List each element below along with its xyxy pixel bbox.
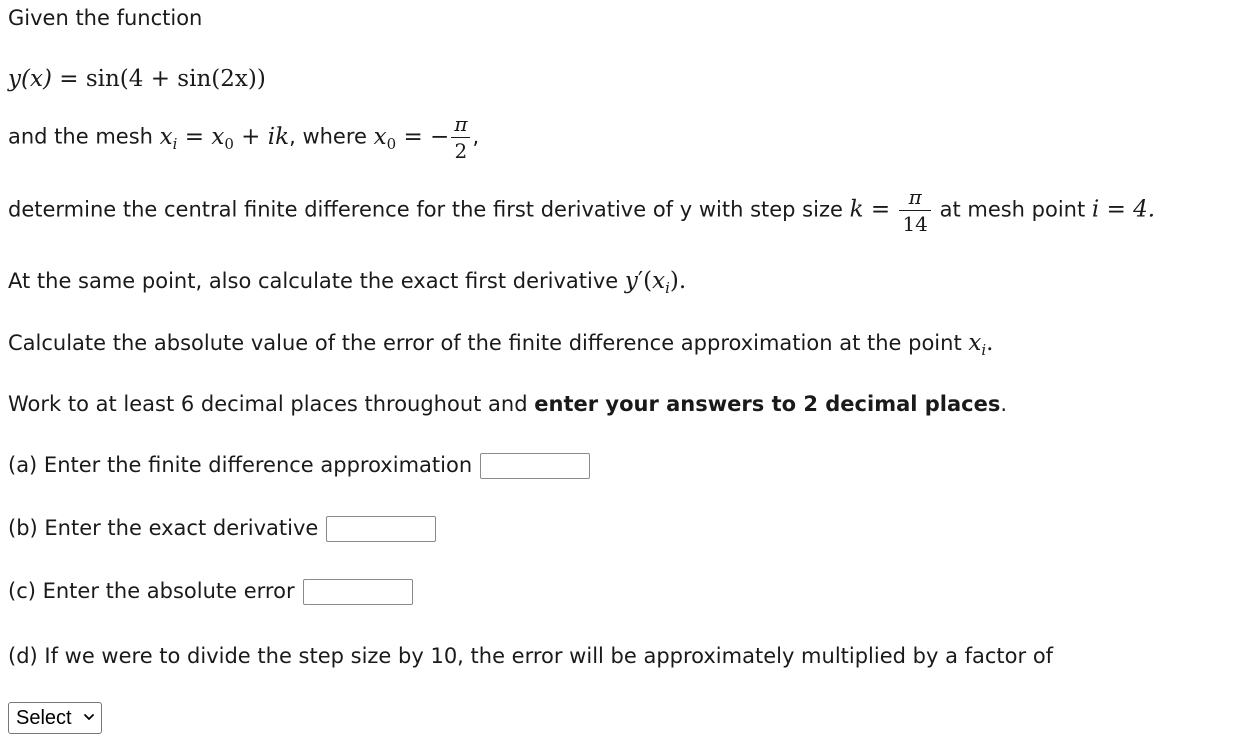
answer-c-input[interactable] xyxy=(303,579,413,605)
function-rhs: sin(4 + sin(2x)) xyxy=(85,66,266,92)
chevron-down-icon xyxy=(83,710,95,724)
question-b xyxy=(8,516,436,542)
question-d-label: (d) If we were to divide the step size by 10, the error will be approximately multiplied by a factor of xyxy=(8,644,1054,668)
factor-select-value: Select xyxy=(16,707,72,729)
mesh-point-text: at mesh point xyxy=(939,197,1086,222)
x0-fraction: $\frac{\pi}{2}$ xyxy=(451,114,470,161)
question-a-label: (a) Enter the finite difference approximation xyxy=(8,453,473,477)
question-b-label: (b) Enter the exact derivative xyxy=(8,516,319,540)
work-instruction: Work to at least 6 decimal places throughout and enter your answers to 2 decimal places. xyxy=(8,392,1008,416)
mesh-prefix: and the mesh xyxy=(8,124,153,149)
mesh-where: where xyxy=(302,124,367,149)
work-text: Work to at least 6 decimal places throughout and xyxy=(8,392,528,416)
question-d xyxy=(8,644,1053,668)
function-lhs: y(x) xyxy=(8,66,52,92)
answer-b-input[interactable] xyxy=(326,516,436,542)
mesh-definition: and the mesh $x_i = x_0$ + ik, where $x_0$ = − $\frac{\pi}{2}$ , xyxy=(8,112,480,163)
factor-select[interactable] xyxy=(8,702,102,734)
question-c xyxy=(8,579,413,605)
determine-text: determine the central finite difference for the first derivative of y with step size xyxy=(8,197,843,222)
error-text: Calculate the absolute value of the error of the finite difference approximation at the point xyxy=(8,331,962,355)
work-bold: enter your answers to 2 decimal places xyxy=(534,392,1001,416)
question-c-label: (c) Enter the absolute error xyxy=(8,579,295,603)
intro-text: Given the function xyxy=(8,6,203,30)
mesh-index: i = 4. xyxy=(1091,196,1156,223)
answer-a-input[interactable] xyxy=(480,453,590,479)
function-equation: y(x) = sin(4 + sin(2x)) xyxy=(8,66,266,92)
k-fraction: $\frac{\pi}{14}$ xyxy=(899,187,930,234)
determine-instruction: determine the central finite difference for the first derivative of y with step size k = $\frac{\pi}{14}$ at mesh point i = 4. xyxy=(8,185,1156,236)
question-a xyxy=(8,453,590,479)
exact-text: At the same point, also calculate the exact first derivative xyxy=(8,269,619,293)
exact-derivative-instruction: At the same point, also calculate the exact first derivative $y'(x_i)$. xyxy=(8,268,687,297)
error-instruction: Calculate the absolute value of the error of the finite difference approximation at the point $x_i$. xyxy=(8,330,994,359)
